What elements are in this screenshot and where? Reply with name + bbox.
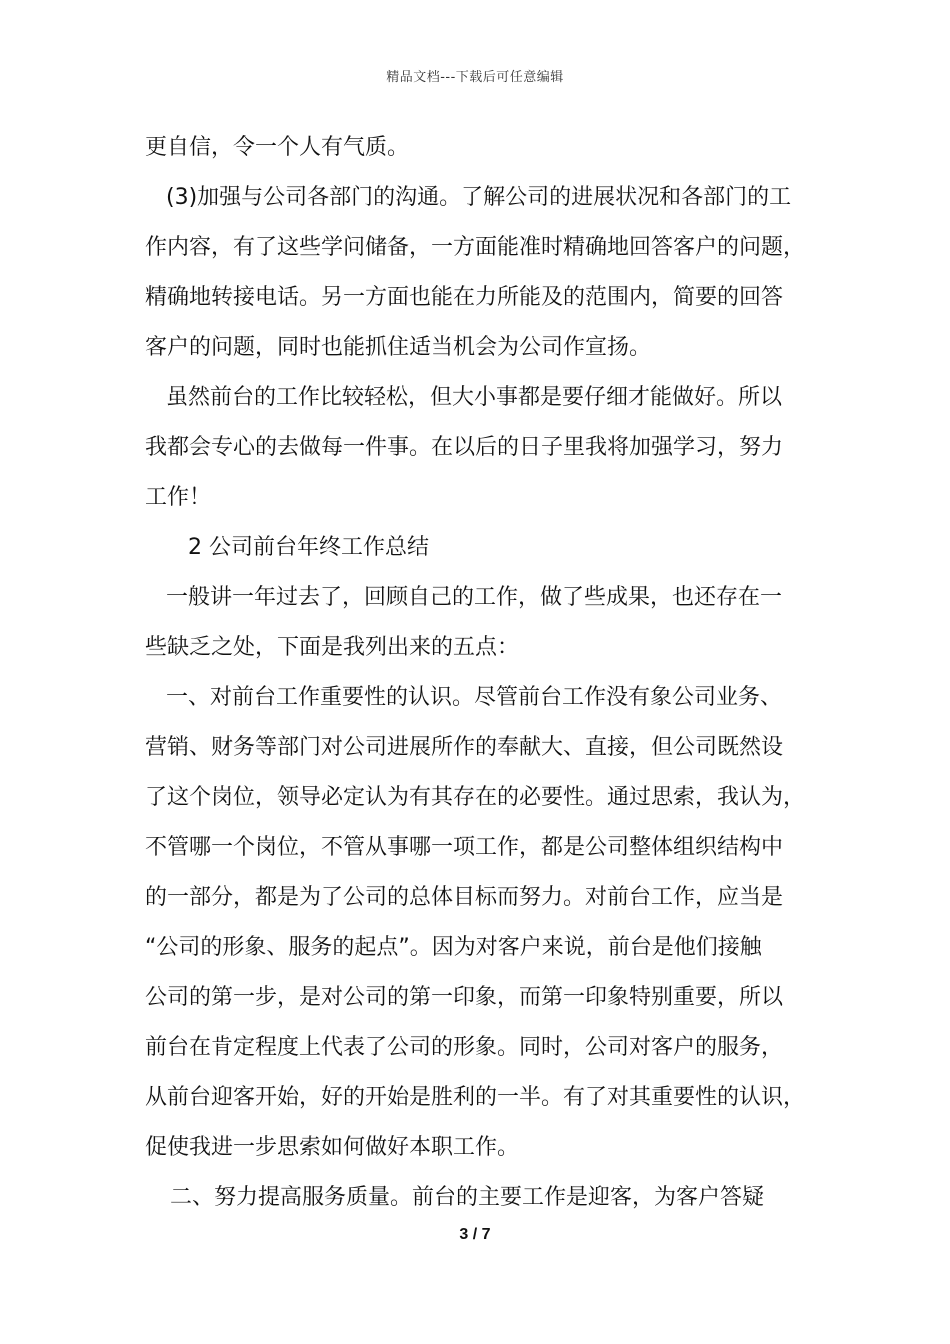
body-line: 二、努力提高服务质量。前台的主要工作是迎客，为客户答疑 [170,1185,765,1210]
body-line: 些缺乏之处，下面是我列出来的五点： [145,635,520,660]
body-line: 一、对前台工作重要性的认识。尽管前台工作没有象公司业务、 [166,685,783,710]
body-line: (3)加强与公司各部门的沟通。了解公司的进展状况和各部门的工 [166,185,792,210]
body-line: 客户的问题，同时也能抓住适当机会为公司作宣扬。 [145,335,652,360]
page-number: 3 / 7 [459,1226,491,1243]
body-line: 作内容，有了这些学问储备，一方面能准时精确地回答客户的问题， [145,235,806,260]
body-line: 我都会专心的去做每一件事。在以后的日子里我将加强学习，努力 [145,435,784,460]
body-line: 从前台迎客开始，好的开始是胜利的一半。有了对其重要性的认识， [145,1085,806,1110]
body-line: 工作！ [145,485,212,510]
body-line: 更自信，令一个人有气质。 [145,135,410,160]
body-line: 营销、财务等部门对公司进展所作的奉献大、直接，但公司既然设 [145,735,784,760]
body-line: 的一部分，都是为了公司的总体目标而努力。对前台工作，应当是 [145,885,784,910]
section-heading: 2 公司前台年终工作总结 [188,535,429,560]
body-line: 不管哪一个岗位，不管从事哪一项工作，都是公司整体组织结构中 [145,835,784,860]
body-line: 虽然前台的工作比较轻松，但大小事都是要仔细才能做好。所以 [166,385,783,410]
body-line: 精确地转接电话。另一方面也能在力所能及的范围内，简要的回答 [145,285,784,310]
page-header: 精品文档---下载后可任意编辑 [386,70,564,85]
body-line: “公司的形象、服务的起点”。因为对客户来说，前台是他们接触 [145,935,762,960]
body-line: 了这个岗位，领导必定认为有其存在的必要性。通过思索，我认为， [145,785,806,810]
body-line: 公司的第一步，是对公司的第一印象，而第一印象特别重要，所以 [145,985,784,1010]
body-line: 前台在肯定程度上代表了公司的形象。同时，公司对客户的服务， [145,1035,784,1060]
body-line: 促使我进一步思索如何做好本职工作。 [145,1135,520,1160]
body-line: 一般讲一年过去了，回顾自己的工作，做了些成果，也还存在一 [166,585,783,610]
